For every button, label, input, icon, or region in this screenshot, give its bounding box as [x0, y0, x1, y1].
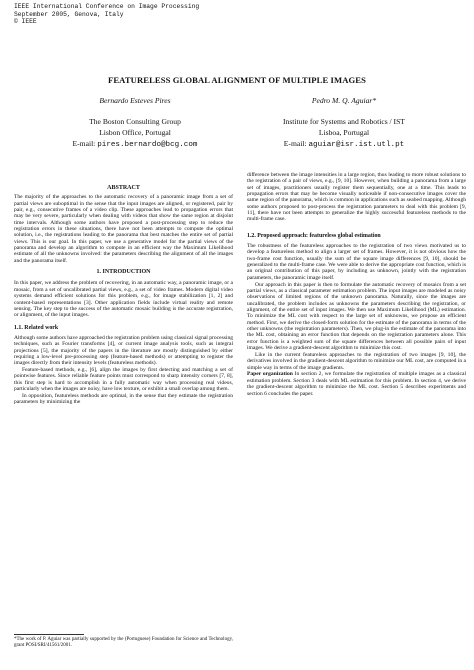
- organization-label: Paper organization: [247, 371, 293, 378]
- introduction-heading: 1. INTRODUCTION: [96, 269, 151, 276]
- author-email: pires.bernardo@bcg.com: [97, 141, 198, 149]
- organization-text: In section 2, we formulate the registration of multiple images as a classical estimation problem. Section 3 deals with ML estimation for this problem. In section 4, we derive the gradient-descent algorithm to minimize the ML cost. Section 5 describes experiments and section 6 concludes the paper.: [247, 371, 466, 397]
- email-label: E-mail:: [283, 139, 307, 148]
- left-column: [14, 185, 233, 406]
- email-label: E-mail:: [72, 139, 96, 148]
- header-line-2: September 2005, Genova, Italy: [14, 10, 124, 18]
- gradient-paragraph: Like in the current featureless approaches to the registration of two images [9, 10], the derivatives involved in the gradient-descent algorithm to minimize our ML cost, are computed in a simple way in terms of the image gradients.: [247, 351, 466, 371]
- abstract-heading: ABSTRACT: [107, 185, 140, 191]
- author-email-line: [244, 138, 444, 151]
- related-work-paragraph: Although some authors have approached the registration problem using classical signal processing techniques, such as Fourier transforms [4], or current image analysis tools, such as integral projections [5], the majority of the papers in the literature are mostly distinguished by either requiring a low-level pre-processing step (feature-based methods) or attempting to register the images directly from their intensity levels (featureless methods).: [14, 334, 233, 367]
- continued-paragraph: difference between the image intensities in a large region, thus leading to more robust solutions to the registration of a pair of views, e.g., [9, 10]. However, when building a panorama from a large set of images, practitioners usually register them sequentially, one at a time. This leads to propagation errors that may be become visually noticeable if non-consecutive images cover the same region of the panorama, which is common in applications such as seabed mapping. Although some authors proposed to post-process the registration parameters to deal with this problem [9, 11], there have not been attempts to generalize the highly successful featureless methods to the multi-frame case.: [247, 172, 466, 223]
- feature-based-paragraph: Feature-based methods, e.g., [6], align the images by first detecting and matching a set of pointwise features. Since reliable feature points must correspond to sharp intensity corners [7, 8], this first step is hard to accomplish in a fully automatic way when processing real videos, particularly when the images are noisy, have low texture, or exhibit a small overlap among them.: [14, 367, 233, 393]
- author-affiliation: Institute for Systems and Robotics / IST: [283, 117, 405, 126]
- author-email-line: [40, 138, 230, 151]
- author-block-1: [40, 95, 230, 151]
- footnote-rule: [14, 634, 84, 635]
- right-column: [247, 172, 466, 397]
- abstract-text: The majority of the approaches to the automatic recovery of a panoramic image from a set of partial views are suboptimal in the sense that the input images are aligned, or registered, pair by pair, e.g., consecutive frames of a video clip. These approaches lead to propagation errors that may be very severe, particularly when dealing with videos that show the same region at disjoint time intervals. Although some authors have proposed a post-processing step to reduce the registration errors in these situations, there have not been attempts to compute the optimal solution, i.e., the registrations leading to the panorama that best matches the entire set of partial views. This is our goal. In this paper, we use a generative model for the partial views of the panorama and develop an algorithm to compute in an efficient way the Maximum Likelihood estimate of all the unknowns involved: the parameters describing the alignment of all the images and the panorama itself.: [14, 194, 233, 264]
- organization-paragraph: [247, 371, 466, 396]
- intro-paragraph: In this paper, we address the problem of recovering, in an automatic way, a panoramic image, or a mosaic, from a set of uncalibrated partial views, e.g., a set of video frames. Modern digital video systems demand efficient solutions for this problem, e.g., for image stabilization [1, 2] and content-based representations [3]. Other application fields include virtual reality and remote sensing. The key step to the success of the automatic mosaic building is the accurate registration, or alignment, of the input images.: [14, 280, 233, 319]
- author-email: aguiar@isr.ist.utl.pt: [308, 141, 405, 149]
- conference-header: [14, 3, 199, 26]
- author-location: Lisboa, Portugal: [318, 128, 370, 137]
- paper-title: FEATURELESS GLOBAL ALIGNMENT OF MULTIPLE IMAGES: [107, 75, 367, 85]
- footnote: *The work of P. Aguiar was partially supported by the (Portuguese) Foundation for Science and Technology, grant POSI/SRI/41561/2001.: [14, 637, 233, 648]
- method-paragraph: Our approach in this paper is then to formulate the automatic recovery of mosaics from a set partial views, as a classical parameter estimation problem. The input images are modeled as noisy observations of limited regions of the unknown panorama. Naturally, since the images are uncalibrated, the problem includes as unknowns the parameters describing the registration, or alignment, of the entire set of input images. We then use Maximum Likelihood (ML) estimation. To minimize the ML cost with respect to the large set of unknowns, we propose an efficient method. First, we derive the closed-form solution for the estimate of the panorama in terms of the other unknowns (the registration parameters). Then, we plug-in the estimate of the panorama into the ML cost, obtaining an error function that depends on the registration parameters alone. This error function is a weighted sum of the square differences between all possible pairs of input images. We derive a gradient-descent algorithm to minimize this cost.: [247, 281, 466, 352]
- related-work-heading: 1.1. Related work: [14, 324, 59, 331]
- author-name: Pedro M. Q. Aguiar*: [311, 96, 377, 105]
- author-affiliation: The Boston Consulting Group: [89, 117, 181, 126]
- author-name: Bernardo Esteves Pires: [99, 96, 171, 105]
- author-block-2: [244, 95, 444, 151]
- proposed-approach-heading: 1.2. Proposed approach: featureless global estimation: [247, 232, 381, 239]
- author-location: Lisbon Office, Portugal: [99, 128, 171, 137]
- header-line-3: © IEEE: [14, 18, 37, 26]
- featureless-paragraph: In opposition, featureless methods are optimal, in the sense that they estimate the registration parameters by minimizing the: [14, 392, 233, 406]
- header-line-1: IEEE International Conference on Image Processing: [14, 3, 200, 10]
- approach-paragraph: The robustness of the featureless approaches to the registration of two views motivated us to develop a featureless method to align a larger set of frames. However, it is not obvious how the two-frame cost function, usually the sum of the square image differences [9, 10], should be generalized to the multi-frame case. We were able to derive the appropriate cost function, which is an original contribution of this paper, by including as unknown, jointly with the registration parameters, the panoramic image itself.: [247, 243, 466, 281]
